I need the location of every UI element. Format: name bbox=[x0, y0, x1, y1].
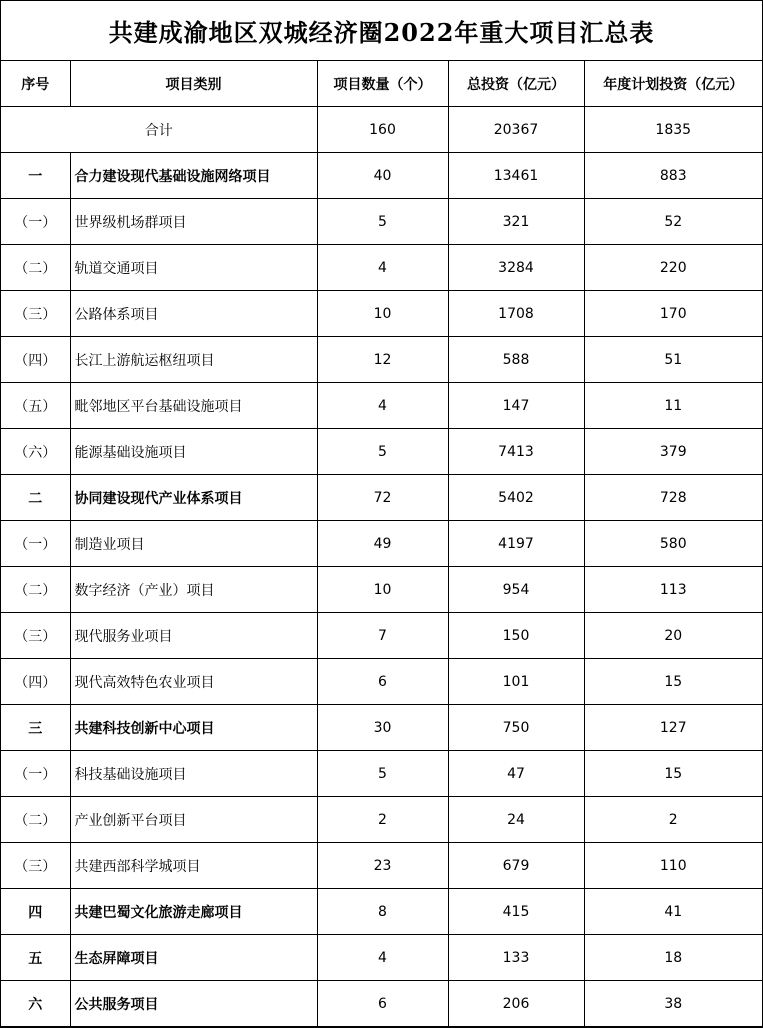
row-total-investment: 1708 bbox=[448, 291, 584, 337]
row-total-investment: 206 bbox=[448, 981, 584, 1027]
table-row bbox=[1, 889, 762, 935]
row-seq: 四 bbox=[1, 889, 70, 935]
row-seq: 六 bbox=[1, 981, 70, 1027]
row-total-investment: 101 bbox=[448, 659, 584, 705]
header-category: 项目类别 bbox=[70, 61, 317, 107]
row-seq: （三） bbox=[1, 291, 70, 337]
table-row bbox=[1, 199, 762, 245]
row-seq: （二） bbox=[1, 567, 70, 613]
row-count: 5 bbox=[317, 199, 448, 245]
row-total-investment: 954 bbox=[448, 567, 584, 613]
table-row bbox=[1, 751, 762, 797]
row-annual-investment: 20 bbox=[584, 613, 762, 659]
table-row bbox=[1, 521, 762, 567]
row-annual-investment: 379 bbox=[584, 429, 762, 475]
row-total-investment: 133 bbox=[448, 935, 584, 981]
row-total-investment: 750 bbox=[448, 705, 584, 751]
row-count: 30 bbox=[317, 705, 448, 751]
header-total: 总投资（亿元） bbox=[448, 61, 584, 107]
table-row bbox=[1, 153, 762, 199]
row-count: 5 bbox=[317, 751, 448, 797]
row-annual-investment: 220 bbox=[584, 245, 762, 291]
row-seq: （六） bbox=[1, 429, 70, 475]
header-count: 项目数量（个） bbox=[317, 61, 448, 107]
table-row bbox=[1, 245, 762, 291]
row-total-investment: 588 bbox=[448, 337, 584, 383]
row-category: 世界级机场群项目 bbox=[70, 199, 317, 245]
row-count: 6 bbox=[317, 981, 448, 1027]
row-seq: 二 bbox=[1, 475, 70, 521]
row-category: 科技基础设施项目 bbox=[70, 751, 317, 797]
row-total-investment: 415 bbox=[448, 889, 584, 935]
row-count: 72 bbox=[317, 475, 448, 521]
row-seq: （一） bbox=[1, 521, 70, 567]
row-seq: 三 bbox=[1, 705, 70, 751]
table-row bbox=[1, 383, 762, 429]
row-seq: （四） bbox=[1, 659, 70, 705]
project-summary-table bbox=[1, 61, 762, 1027]
row-seq: （一） bbox=[1, 199, 70, 245]
total-label: 合计 bbox=[1, 107, 317, 153]
header-annual: 年度计划投资（亿元） bbox=[584, 61, 762, 107]
row-count: 4 bbox=[317, 383, 448, 429]
table-row bbox=[1, 659, 762, 705]
row-category: 合力建设现代基础设施网络项目 bbox=[70, 153, 317, 199]
row-seq: （三） bbox=[1, 843, 70, 889]
row-total-investment: 150 bbox=[448, 613, 584, 659]
row-annual-investment: 11 bbox=[584, 383, 762, 429]
row-seq: （二） bbox=[1, 797, 70, 843]
row-annual-investment: 170 bbox=[584, 291, 762, 337]
row-category: 制造业项目 bbox=[70, 521, 317, 567]
row-count: 2 bbox=[317, 797, 448, 843]
table-row bbox=[1, 843, 762, 889]
row-total-investment: 13461 bbox=[448, 153, 584, 199]
row-count: 10 bbox=[317, 291, 448, 337]
table-row bbox=[1, 981, 762, 1027]
row-count: 40 bbox=[317, 153, 448, 199]
row-annual-investment: 110 bbox=[584, 843, 762, 889]
row-annual-investment: 18 bbox=[584, 935, 762, 981]
row-seq: 五 bbox=[1, 935, 70, 981]
row-annual-investment: 580 bbox=[584, 521, 762, 567]
table-row bbox=[1, 613, 762, 659]
table-row bbox=[1, 291, 762, 337]
row-annual-investment: 728 bbox=[584, 475, 762, 521]
row-annual-investment: 127 bbox=[584, 705, 762, 751]
row-count: 10 bbox=[317, 567, 448, 613]
row-total-investment: 147 bbox=[448, 383, 584, 429]
row-annual-investment: 38 bbox=[584, 981, 762, 1027]
row-total-investment: 5402 bbox=[448, 475, 584, 521]
row-category: 公共服务项目 bbox=[70, 981, 317, 1027]
row-category: 共建巴蜀文化旅游走廊项目 bbox=[70, 889, 317, 935]
header-row bbox=[1, 61, 762, 107]
row-seq: （五） bbox=[1, 383, 70, 429]
row-count: 23 bbox=[317, 843, 448, 889]
row-count: 6 bbox=[317, 659, 448, 705]
total-row bbox=[1, 107, 762, 153]
row-category: 共建西部科学城项目 bbox=[70, 843, 317, 889]
row-category: 数字经济（产业）项目 bbox=[70, 567, 317, 613]
row-total-investment: 679 bbox=[448, 843, 584, 889]
row-category: 现代高效特色农业项目 bbox=[70, 659, 317, 705]
row-count: 7 bbox=[317, 613, 448, 659]
row-seq: （四） bbox=[1, 337, 70, 383]
row-count: 5 bbox=[317, 429, 448, 475]
row-total-investment: 4197 bbox=[448, 521, 584, 567]
table-row bbox=[1, 429, 762, 475]
row-category: 毗邻地区平台基础设施项目 bbox=[70, 383, 317, 429]
row-category: 能源基础设施项目 bbox=[70, 429, 317, 475]
row-total-investment: 321 bbox=[448, 199, 584, 245]
row-annual-investment: 2 bbox=[584, 797, 762, 843]
row-total-investment: 3284 bbox=[448, 245, 584, 291]
row-seq: （二） bbox=[1, 245, 70, 291]
table-row bbox=[1, 337, 762, 383]
row-category: 长江上游航运枢纽项目 bbox=[70, 337, 317, 383]
row-category: 产业创新平台项目 bbox=[70, 797, 317, 843]
row-category: 公路体系项目 bbox=[70, 291, 317, 337]
row-seq: 一 bbox=[1, 153, 70, 199]
row-annual-investment: 883 bbox=[584, 153, 762, 199]
row-category: 共建科技创新中心项目 bbox=[70, 705, 317, 751]
row-annual-investment: 41 bbox=[584, 889, 762, 935]
row-annual-investment: 15 bbox=[584, 659, 762, 705]
table-row bbox=[1, 797, 762, 843]
row-count: 4 bbox=[317, 935, 448, 981]
total-investment: 20367 bbox=[448, 107, 584, 153]
row-annual-investment: 15 bbox=[584, 751, 762, 797]
row-total-investment: 24 bbox=[448, 797, 584, 843]
total-annual: 1835 bbox=[584, 107, 762, 153]
row-seq: （一） bbox=[1, 751, 70, 797]
row-seq: （三） bbox=[1, 613, 70, 659]
row-category: 生态屏障项目 bbox=[70, 935, 317, 981]
table-row bbox=[1, 567, 762, 613]
row-total-investment: 7413 bbox=[448, 429, 584, 475]
row-annual-investment: 52 bbox=[584, 199, 762, 245]
table-row bbox=[1, 705, 762, 751]
row-count: 12 bbox=[317, 337, 448, 383]
row-annual-investment: 113 bbox=[584, 567, 762, 613]
row-count: 4 bbox=[317, 245, 448, 291]
row-category: 现代服务业项目 bbox=[70, 613, 317, 659]
row-annual-investment: 51 bbox=[584, 337, 762, 383]
row-count: 49 bbox=[317, 521, 448, 567]
row-count: 8 bbox=[317, 889, 448, 935]
header-seq: 序号 bbox=[1, 61, 70, 107]
table-row bbox=[1, 935, 762, 981]
row-total-investment: 47 bbox=[448, 751, 584, 797]
row-category: 协同建设现代产业体系项目 bbox=[70, 475, 317, 521]
row-category: 轨道交通项目 bbox=[70, 245, 317, 291]
table-title: 共建成渝地区双城经济圈2022年重大项目汇总表 bbox=[1, 1, 762, 61]
total-count: 160 bbox=[317, 107, 448, 153]
table-row bbox=[1, 475, 762, 521]
